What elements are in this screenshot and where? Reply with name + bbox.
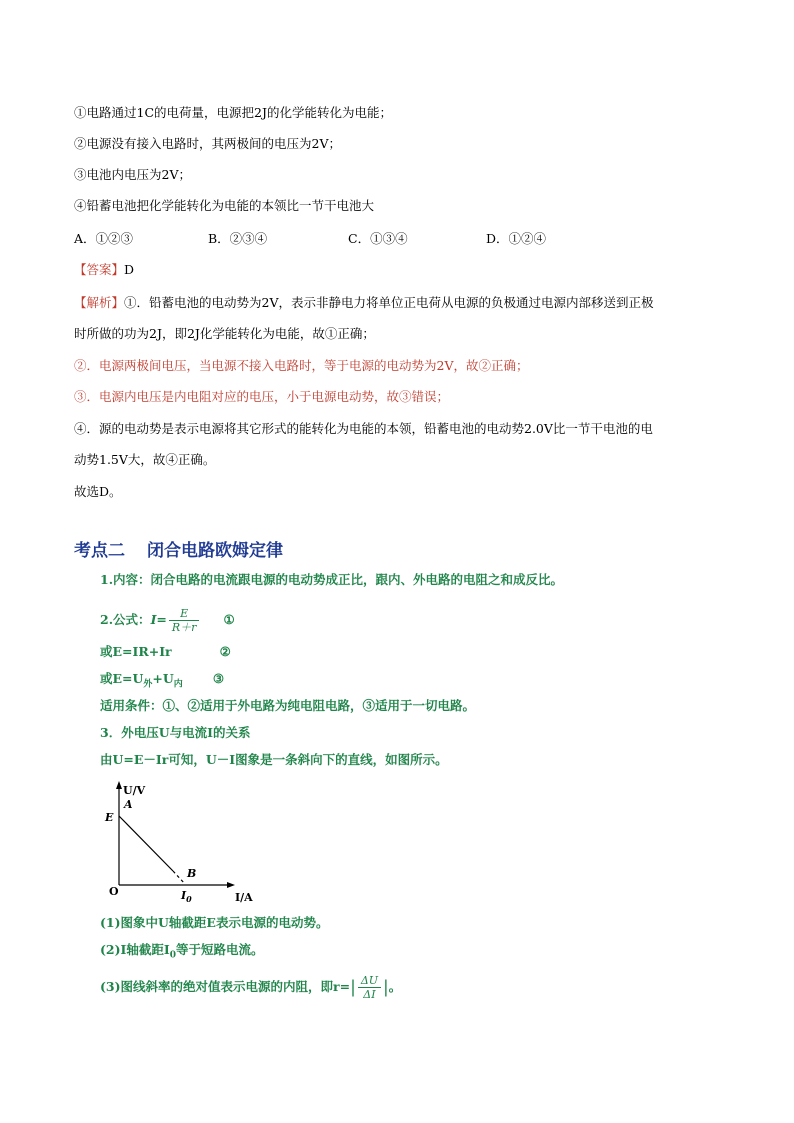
item-2-line3: 或$E=U_外+U_内$ ③ — [100, 671, 225, 690]
analysis-line-7: 故选D。 — [74, 484, 122, 499]
x-axis-label: I/A — [235, 891, 253, 904]
answer-value: D — [124, 262, 135, 277]
item-1: 1.内容：闭合电路的电流跟电源的电动势成正比，跟内、外电路的电阻之和成反比。 — [100, 572, 564, 587]
b-label: B — [187, 867, 197, 880]
item-3-title: 3．外电压U与电流I的关系 — [100, 725, 251, 740]
a-label: A — [124, 798, 133, 811]
item-3-desc: 由U=E－Ir可知，U－I图象是一条斜向下的直线，如图所示。 — [100, 752, 448, 767]
slope-fraction: $\frac{\Delta U}{\Delta I}$ — [358, 974, 381, 1001]
choice-c: C．①③④ — [348, 231, 408, 246]
statement-1: ①电路通过1C的电荷量，电源把2J的化学能转化为电能； — [74, 105, 392, 120]
analysis-line-5: ④．源的电动势是表示电源将其它形式的能转化为电能的本领，铅蓄电池的电动势2.0V比一节干电池的电 — [74, 421, 653, 436]
item-2-conditions: 适用条件：①、②适用于外电路为纯电阻电路，③适用于一切电路。 — [100, 698, 476, 713]
note-1: (1)图象中U轴截距E表示电源的电动势。 — [100, 915, 329, 930]
y-arrow — [116, 781, 122, 789]
u-i-graph — [95, 775, 275, 905]
statement-3: ③电池内电压为2V； — [74, 167, 191, 182]
statement-2: ②电源没有接入电路时，其两极间的电压为2V； — [74, 136, 341, 151]
note-3: (3)图线斜率的绝对值表示电源的内阻，即r=| $\frac{\Delta U}{\Delta I}$ |。 — [100, 974, 402, 1001]
analysis-line-6: 动势1.5V大，故④正确。 — [74, 452, 216, 467]
analysis-line-1: 【解析】①．铅蓄电池的电动势为2V，表示非静电力将单位正电荷从电源的负极通过电源内部移送到正极 — [74, 295, 654, 310]
e-label: E — [105, 811, 114, 824]
origin-label: O — [109, 885, 119, 898]
answer — [74, 261, 134, 279]
choice-b: B．②③④ — [208, 231, 268, 246]
choice-d: D．①②④ — [486, 231, 547, 246]
fraction: $\frac{E}{R+r}$ — [169, 607, 200, 634]
u-i-line — [119, 816, 173, 871]
i0-label: $I_0$ — [181, 889, 192, 904]
item-2-line2: 或E=IR+Ir ② — [100, 644, 231, 659]
section-title: 考点二 闭合电路欧姆定律 — [74, 541, 283, 561]
analysis-line-2: 时所做的功为2J，即2J化学能转化为电能，故①正确； — [74, 326, 375, 341]
analysis-label: 【解析】 — [74, 295, 125, 310]
item-2-formula: 2.公式：I= $\frac{E}{R+r}$ ① — [100, 607, 235, 634]
answer-label: 【答案】 — [74, 262, 125, 277]
u-i-line-extension — [173, 871, 185, 884]
analysis-line-3: ②．电源两极间电压，当电源不接入电路时，等于电源的电动势为2V，故②正确； — [74, 358, 529, 373]
x-arrow — [227, 882, 235, 888]
y-axis-label: U/V — [123, 784, 146, 797]
analysis-line-4: ③．电源内电压是内电阻对应的电压，小于电源电动势，故③错误； — [74, 389, 450, 404]
note-2: (2)I轴截距$I_0$等于短路电流。 — [100, 942, 264, 961]
choice-a: A．①②③ — [74, 231, 134, 246]
statement-4: ④铅蓄电池把化学能转化为电能的本领比一节干电池大 — [74, 198, 375, 213]
